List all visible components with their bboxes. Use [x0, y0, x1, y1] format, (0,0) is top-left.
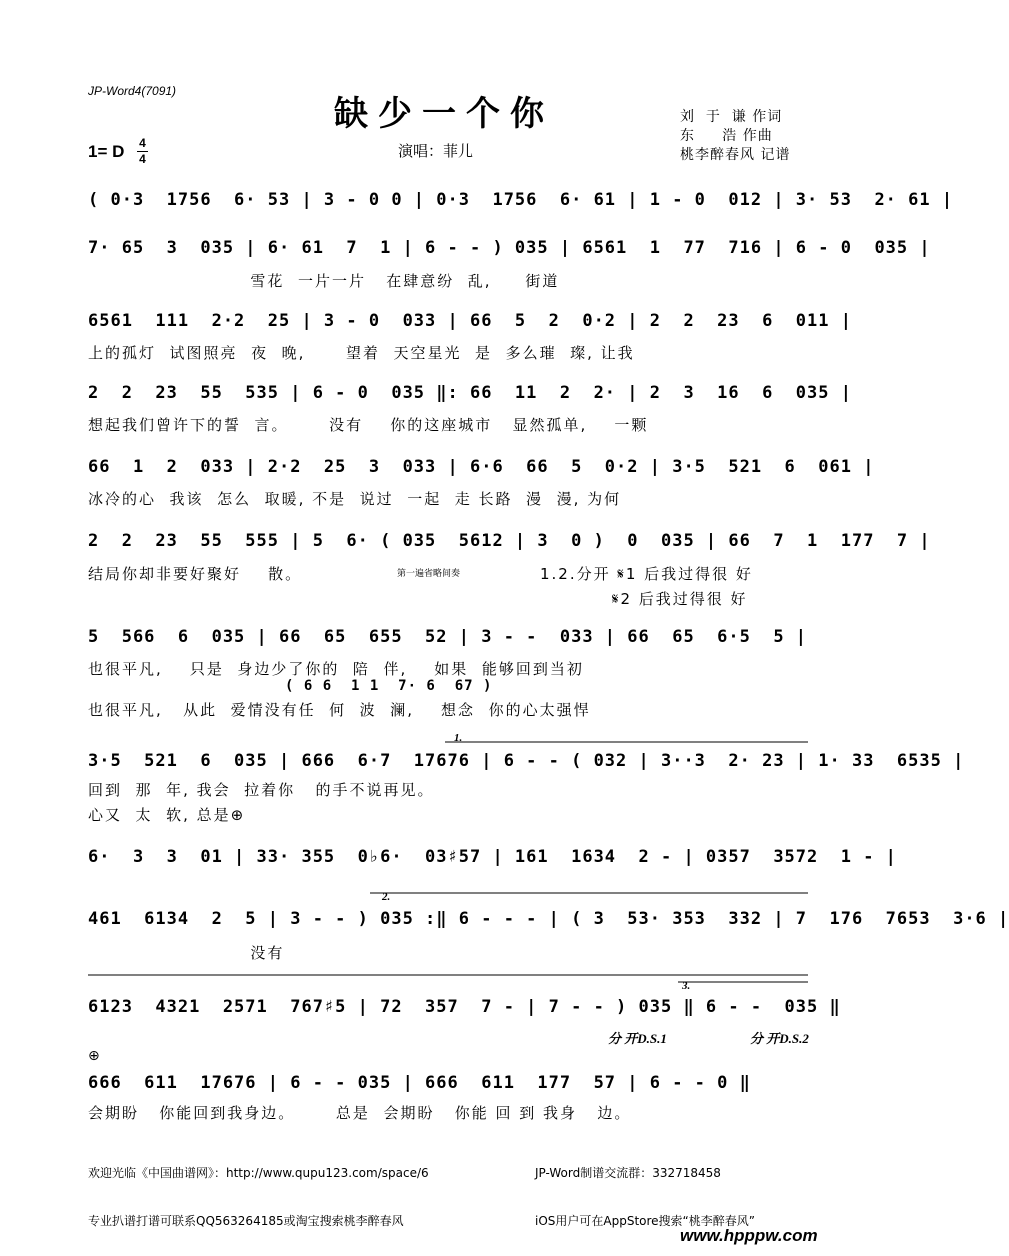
software-label: JP-Word4(7091) — [88, 84, 177, 98]
notation-line-10: 461 6134 2 5 | 3 - - ) 035 :‖ 6 - - - | ( 3 53· 353 332 | 7 176 7653 3·6 | — [88, 909, 1009, 929]
notation-line-12: 666 611 17676 | 6 - - 035 | 666 611 177 57 | 6 - - 0 ‖ — [88, 1073, 751, 1093]
footer-right-1: JP-Word制谱交流群：332718458 — [535, 1166, 721, 1180]
lyric-line-6: 结局你却非要好聚好 散。 — [88, 565, 303, 583]
footer-left-1: 欢迎光临《中国曲谱网》：http://www.qupu123.com/space/6 — [88, 1166, 429, 1180]
lyric-line-7b: 也很平凡, 从此 爱情没有任 何 波 澜, 想念 你的心太强悍 — [88, 701, 591, 719]
footer-left-2: 专业扒谱打谱可联系QQ563264185或淘宝搜索桃李醉春风 — [88, 1214, 404, 1228]
notation-line-9: 6· 3 3 01 | 33· 355 0♭6· 03♯57 | 161 1634 2 - | 0357 3572 1 - | — [88, 847, 897, 867]
footer-right-2: iOS用户可在AppStore搜索“桃李醉春风” — [535, 1214, 755, 1228]
coda-symbol: ⊕ — [88, 1048, 100, 1064]
volta-2: 2. — [382, 891, 391, 903]
ds2-marker: 分 开D.S.2 — [750, 1031, 809, 1046]
notation-line-4: 2 2 23 55 535 | 6 - 0 035 ‖: 66 11 2 2· | 2 3 16 6 035 | — [88, 383, 852, 403]
key-signature: 1= D — [88, 142, 125, 161]
lyric-line-5: 冰冷的心 我该 怎么 取暖, 不是 说过 一起 走 长路 漫 漫, 为何 — [88, 490, 622, 508]
watermark: www.hpppw.com — [680, 1226, 818, 1245]
notation-line-8: 3·5 521 6 035 | 666 6·7 17676 | 6 - - ( 032 | 3··3 2· 23 | 1· 33 6535 | — [88, 751, 965, 771]
lyric-line-8: 回到 那 年, 我会 拉着你 的手不说再见。 — [88, 781, 435, 799]
volta-3: 3. — [682, 980, 691, 992]
lyric-line-12: 会期盼 你能回到我身边。 总是 会期盼 你能 回 到 我身 边。 — [88, 1104, 632, 1122]
notation-line-2: 7· 65 3 035 | 6· 61 7 1 | 6 - - ) 035 | 6561 1 77 716 | 6 - 0 035 | — [88, 238, 931, 258]
notation-line-3: 6561 111 2·2 25 | 3 - 0 033 | 66 5 2 0·2 | 2 2 23 6 011 | — [88, 311, 852, 331]
lyric-line-10: 没有 — [88, 944, 285, 962]
footer-left — [88, 1133, 429, 1245]
alternate-notes: ( 6 6 1 1 7· 6 67 ) — [285, 678, 493, 694]
lyricist: 刘 于 谦 作词 — [680, 109, 783, 125]
notation-line-1: ( 0·3 1756 6· 53 | 3 - 0 0 | 0·3 1756 6· 61 | 1 - 0 012 | 3· 53 2· 61 | — [88, 190, 954, 210]
volta-1: 1. — [454, 732, 463, 744]
lyric-line-7: 也很平凡, 只是 身边少了你的 陪 伴, 如果 能够回到当初 — [88, 660, 584, 678]
notation-line-11: 6123 4321 2571 767♯5 | 72 357 7 - | 7 - - ) 035 ‖ 6 - - 035 ‖ — [88, 997, 841, 1017]
lyric-line-4: 想起我们曾许下的誓 言。 没有 你的这座城市 显然孤单, 一颗 — [88, 416, 649, 434]
time-signature — [137, 137, 148, 166]
time-top: 4 — [139, 136, 146, 150]
lyric-line-6b: 1.2.分开 𝄋1 后我过得很 好 — [540, 565, 753, 583]
singer: 演唱：菲儿 — [398, 142, 474, 160]
ds1-marker: 分 开D.S.1 — [608, 1031, 667, 1046]
transcriber: 桃李醉春风 记谱 — [680, 147, 791, 163]
lyric-line-2: 雪花 一片一片 在肆意纷 乱, 街道 — [88, 272, 560, 290]
lyric-line-6c: 𝄋2 后我过得很 好 — [612, 590, 748, 608]
time-bottom: 4 — [139, 152, 146, 166]
notation-line-6: 2 2 23 55 555 | 5 6· ( 035 5612 | 3 0 ) 0 035 | 66 7 1 177 7 | — [88, 531, 931, 551]
lyric-line-8b: 心又 太 软, 总是⊕ — [88, 806, 246, 824]
notation-line-5: 66 1 2 033 | 2·2 25 3 033 | 6·6 66 5 0·2 | 3·5 521 6 061 | — [88, 457, 875, 477]
credits — [680, 108, 790, 165]
notation-line-7: 5 566 6 035 | 66 65 655 52 | 3 - - 033 | 66 65 6·5 5 | — [88, 627, 808, 647]
composer: 东 浩 作曲 — [680, 128, 773, 144]
song-title: 缺少一个你 — [334, 94, 554, 134]
lyric-line-3: 上的孤灯 试图照亮 夜 晚, 望着 天空星光 是 多么璀 璨, 让我 — [88, 344, 635, 362]
interlude-note: 第一遍省略间奏 — [397, 569, 461, 579]
